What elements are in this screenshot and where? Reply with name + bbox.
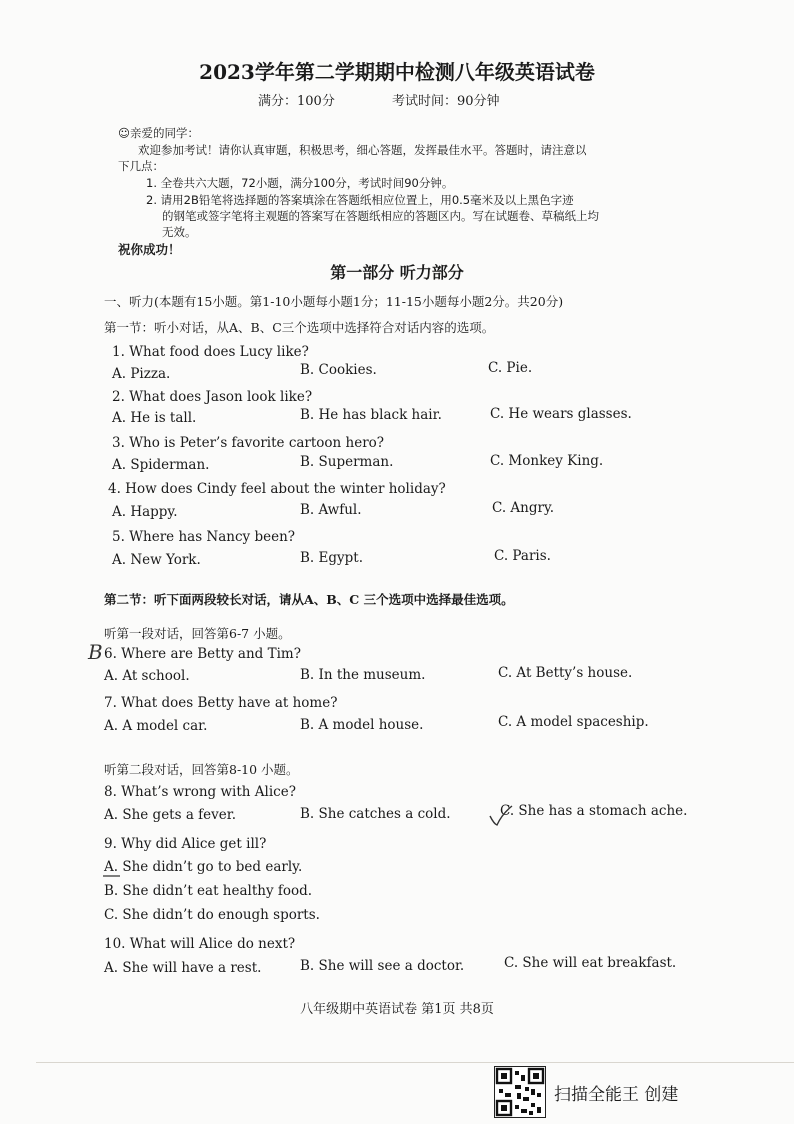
page-footer: 八年级期中英语试卷 第1页 共8页 (300, 1002, 494, 1017)
q1-option-b: B. Cookies. (300, 362, 377, 378)
q8-option-a: A. She gets a fever. (104, 807, 237, 823)
q3-option-a: A. Spiderman. (112, 457, 210, 473)
q5-option-a: A. New York. (112, 552, 201, 568)
q10-option-c: C. She will eat breakfast. (504, 955, 677, 971)
question-6: 6. Where are Betty and Tim? (104, 646, 301, 662)
question-9: 9. Why did Alice get ill? (104, 836, 267, 852)
q7-option-a: A. A model car. (104, 718, 208, 734)
q5-option-b: B. Egypt. (300, 550, 363, 566)
dialog-2-instruction: 听第二段对话，回答第8-10 小题。 (104, 762, 299, 777)
listening-heading: 一、听力(本题有15小题。第1-10小题每小题1分；11-15小题每小题2分。共20分) (104, 294, 564, 309)
q9-option-b: B. She didn’t eat healthy food. (104, 883, 313, 899)
notice-wish: 祝你成功！ (118, 242, 181, 257)
question-10: 10. What will Alice do next? (104, 936, 296, 952)
q8-option-b: B. She catches a cold. (300, 806, 451, 822)
question-4: 4. How does Cindy feel about the winter holiday? (108, 481, 446, 497)
notice-item-1: 1. 全卷共六大题，72小题，满分100分，考试时间90分钟。 (146, 176, 454, 190)
scanner-watermark: 扫描全能王 创建 (554, 1085, 679, 1105)
notice-greeting: ☺亲爱的同学： (118, 126, 199, 140)
q8-option-c: C. She has a stomach ache. (500, 803, 688, 819)
question-5: 5. Where has Nancy been? (112, 529, 296, 545)
qr-code-icon (494, 1066, 546, 1118)
section-1-instruction: 第一节：听小对话，从A、B、C三个选项中选择符合对话内容的选项。 (104, 320, 495, 335)
q6-option-b: B. In the museum. (300, 667, 426, 683)
page-title: 2023学年第二学期期中检测八年级英语试卷 (199, 60, 595, 84)
exam-time: 考试时间：90分钟 (392, 94, 500, 109)
q1-option-a: A. Pizza. (112, 366, 171, 382)
q6-option-c: C. At Betty’s house. (498, 665, 633, 681)
notice-line-2: 下几点： (118, 159, 164, 173)
q6-option-a: A. At school. (104, 668, 190, 684)
q1-option-c: C. Pie. (488, 360, 533, 376)
part-title: 第一部分 听力部分 (330, 263, 464, 282)
question-8: 8. What’s wrong with Alice? (104, 784, 296, 800)
q10-option-a: A. She will have a rest. (104, 960, 262, 976)
q9-option-a: A. She didn’t go to bed early. (104, 859, 303, 875)
q5-option-c: C. Paris. (494, 548, 551, 564)
q10-option-b: B. She will see a doctor. (300, 958, 465, 974)
q2-option-c: C. He wears glasses. (490, 406, 632, 422)
q3-option-c: C. Monkey King. (490, 453, 604, 469)
checkmark-icon (488, 804, 514, 828)
question-1: 1. What food does Lucy like? (112, 344, 309, 360)
question-3: 3. Who is Peter’s favorite cartoon hero? (112, 435, 385, 451)
section-2-instruction: 第二节：听下面两段较长对话，请从A、B、C 三个选项中选择最佳选项。 (104, 592, 514, 607)
divider (36, 1062, 794, 1063)
q2-option-a: A. He is tall. (112, 410, 197, 426)
dialog-1-instruction: 听第一段对话，回答第6-7 小题。 (104, 626, 291, 641)
notice-item-2a: 2. 请用2B铅笔将选择题的答案填涂在答题纸相应位置上，用0.5毫米及以上黑色字迹 (146, 193, 574, 207)
full-score: 满分：100分 (258, 94, 335, 109)
question-2: 2. What does Jason look like? (112, 389, 313, 405)
q4-option-b: B. Awful. (300, 502, 362, 518)
q4-option-c: C. Angry. (492, 500, 555, 516)
notice-line-1: 欢迎参加考试！请你认真审题，积极思考，细心答题，发挥最佳水平。答题时，请注意以 (138, 143, 587, 157)
handwritten-answer-mark: B (88, 640, 103, 664)
underline-mark (103, 874, 121, 878)
notice-item-2c: 无效。 (162, 225, 197, 239)
q3-option-b: B. Superman. (300, 454, 394, 470)
q9-option-c: C. She didn’t do enough sports. (104, 907, 320, 923)
q7-option-c: C. A model spaceship. (498, 714, 649, 730)
q4-option-a: A. Happy. (112, 504, 178, 520)
notice-item-2b: 的钢笔或签字笔将主观题的答案写在答题纸相应的答题区内。写在试题卷、草稿纸上均 (162, 209, 599, 223)
question-7: 7. What does Betty have at home? (104, 695, 338, 711)
q2-option-b: B. He has black hair. (300, 407, 442, 423)
q7-option-b: B. A model house. (300, 717, 424, 733)
